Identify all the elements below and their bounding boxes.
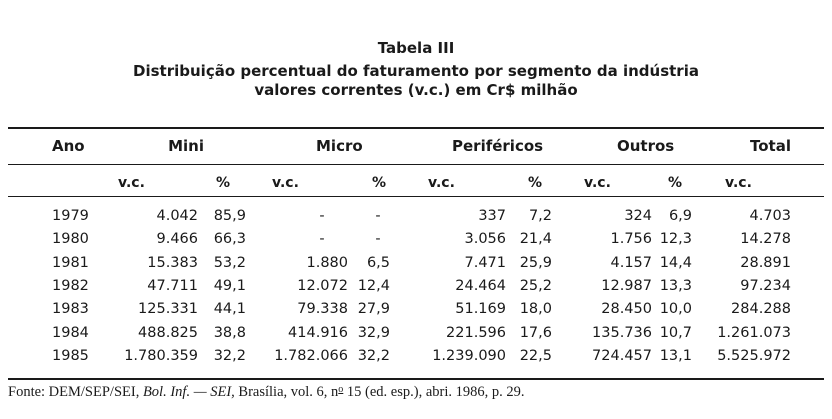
cell-micro-vc: -: [319, 231, 325, 248]
cell-ano: 1985: [52, 347, 89, 364]
cell-micro-pct: -: [375, 231, 381, 248]
cell-perifericos-pct: 18,0: [519, 301, 552, 318]
cell-mini-pct: 32,2: [213, 347, 246, 364]
cell-mini-pct: 53,2: [213, 254, 246, 271]
cell-mini-pct: 44,1: [213, 301, 246, 318]
cell-perifericos-pct: 22,5: [519, 347, 552, 364]
cell-mini-pct: 85,9: [213, 208, 246, 224]
cell-perifericos-pct: 21,4: [519, 231, 552, 248]
cell-outros-pct: 13,3: [659, 277, 692, 294]
cell-micro-pct: -: [375, 208, 381, 224]
cell-mini-vc: 125.331: [138, 301, 198, 318]
top-rule: [8, 127, 824, 129]
subheader-mini-pct: %: [216, 175, 231, 191]
cell-mini-vc: 488.825: [138, 324, 198, 341]
cell-mini-vc: 1.780.359: [124, 347, 198, 364]
cell-perifericos-vc: 221.596: [446, 324, 506, 341]
subheader-micro-vc: v.c.: [272, 175, 299, 191]
cell-outros-vc: 12.987: [601, 277, 652, 294]
cell-ano: 1982: [52, 277, 89, 294]
cell-total-vc: 4.703: [749, 208, 791, 224]
cell-micro-vc: 12.072: [297, 277, 348, 294]
bottom-rule: [8, 378, 824, 380]
cell-outros-pct: 13,1: [659, 347, 692, 364]
source-note: [8, 384, 525, 401]
cell-perifericos-vc: 7.471: [464, 254, 506, 271]
cell-ano: 1980: [52, 231, 89, 248]
cell-perifericos-vc: 51.169: [455, 301, 506, 318]
cell-total-vc: 97.234: [740, 277, 791, 294]
cell-mini-pct: 49,1: [213, 277, 246, 294]
cell-micro-vc: 1.880: [306, 254, 348, 271]
cell-perifericos-vc: 1.239.090: [432, 347, 506, 364]
table-title: Tabela III: [377, 39, 455, 57]
subheader-outros-pct: %: [668, 175, 683, 191]
cell-mini-pct: 66,3: [213, 231, 246, 248]
subheader-rule: [8, 196, 824, 197]
cell-micro-pct: 32,9: [357, 324, 390, 341]
cell-ano: 1981: [52, 254, 89, 271]
col-header-outros: Outros: [617, 137, 675, 155]
subheader-perifericos-pct: %: [528, 175, 543, 191]
col-header-ano: Ano: [52, 137, 85, 155]
table-subtitle-units: valores correntes (v.c.) em Cr$ milhão: [254, 81, 578, 99]
source-journal: Bol. Inf. — SEI,: [142, 384, 235, 400]
col-header-perifericos: Periféricos: [452, 137, 544, 155]
cell-micro-pct: 12,4: [357, 277, 390, 294]
subheader-perifericos-vc: v.c.: [428, 175, 455, 191]
cell-perifericos-vc: 3.056: [464, 231, 506, 248]
cell-micro-pct: 6,5: [366, 254, 390, 271]
subheader-mini-vc: v.c.: [118, 175, 145, 191]
cell-outros-vc: 1.756: [610, 231, 652, 248]
cell-outros-vc: 724.457: [592, 347, 652, 364]
cell-mini-vc: 47.711: [147, 277, 198, 294]
cell-mini-vc: 4.042: [156, 208, 198, 224]
subheader-outros-vc: v.c.: [584, 175, 611, 191]
cell-total-vc: 1.261.073: [717, 324, 791, 341]
subheader-micro-pct: %: [372, 175, 387, 191]
col-header-mini: Mini: [168, 137, 204, 155]
cell-ano: 1983: [52, 301, 89, 318]
cell-perifericos-pct: 25,2: [519, 277, 552, 294]
cell-total-vc: 5.525.972: [717, 347, 791, 364]
cell-perifericos-vc: 24.464: [455, 277, 506, 294]
cell-perifericos-vc: 337: [478, 208, 506, 224]
col-header-micro: Micro: [316, 137, 363, 155]
col-header-total: Total: [750, 137, 791, 155]
source-suffix: 15 (ed. esp.), abri. 1986, p. 29.: [346, 384, 525, 400]
cell-ano: 1979: [52, 208, 89, 224]
cell-outros-pct: 14,4: [659, 254, 692, 271]
cell-mini-pct: 38,8: [213, 324, 246, 341]
cell-micro-vc: 414.916: [288, 324, 348, 341]
table-subtitle: Distribuição percentual do faturamento por segmento da indústria: [133, 62, 699, 80]
cell-perifericos-pct: 25,9: [519, 254, 552, 271]
cell-outros-pct: 6,9: [668, 208, 692, 224]
cell-mini-vc: 15.383: [147, 254, 198, 271]
cell-micro-vc: 1.782.066: [274, 347, 348, 364]
cell-outros-vc: 28.450: [601, 301, 652, 318]
cell-outros-pct: 10,0: [659, 301, 692, 318]
source-middle: Brasília, vol. 6, n: [238, 384, 339, 400]
cell-micro-pct: 27,9: [357, 301, 390, 318]
cell-total-vc: 284.288: [731, 301, 791, 318]
cell-perifericos-pct: 17,6: [519, 324, 552, 341]
cell-outros-pct: 10,7: [659, 324, 692, 341]
cell-outros-vc: 4.157: [610, 254, 652, 271]
cell-micro-pct: 32,2: [357, 347, 390, 364]
cell-outros-pct: 12,3: [659, 231, 692, 248]
cell-total-vc: 28.891: [740, 254, 791, 271]
source-prefix: Fonte: DEM/SEP/SEI,: [8, 384, 140, 400]
cell-perifericos-pct: 7,2: [528, 208, 552, 224]
cell-micro-vc: 79.338: [297, 301, 348, 318]
header-rule: [8, 164, 824, 165]
source-ordinal: o: [338, 384, 344, 395]
cell-outros-vc: 135.736: [592, 324, 652, 341]
cell-micro-vc: -: [319, 208, 325, 224]
cell-mini-vc: 9.466: [156, 231, 198, 248]
cell-outros-vc: 324: [624, 208, 652, 224]
cell-total-vc: 14.278: [740, 231, 791, 248]
subheader-total-vc: v.c.: [725, 175, 752, 191]
cell-ano: 1984: [52, 324, 89, 341]
